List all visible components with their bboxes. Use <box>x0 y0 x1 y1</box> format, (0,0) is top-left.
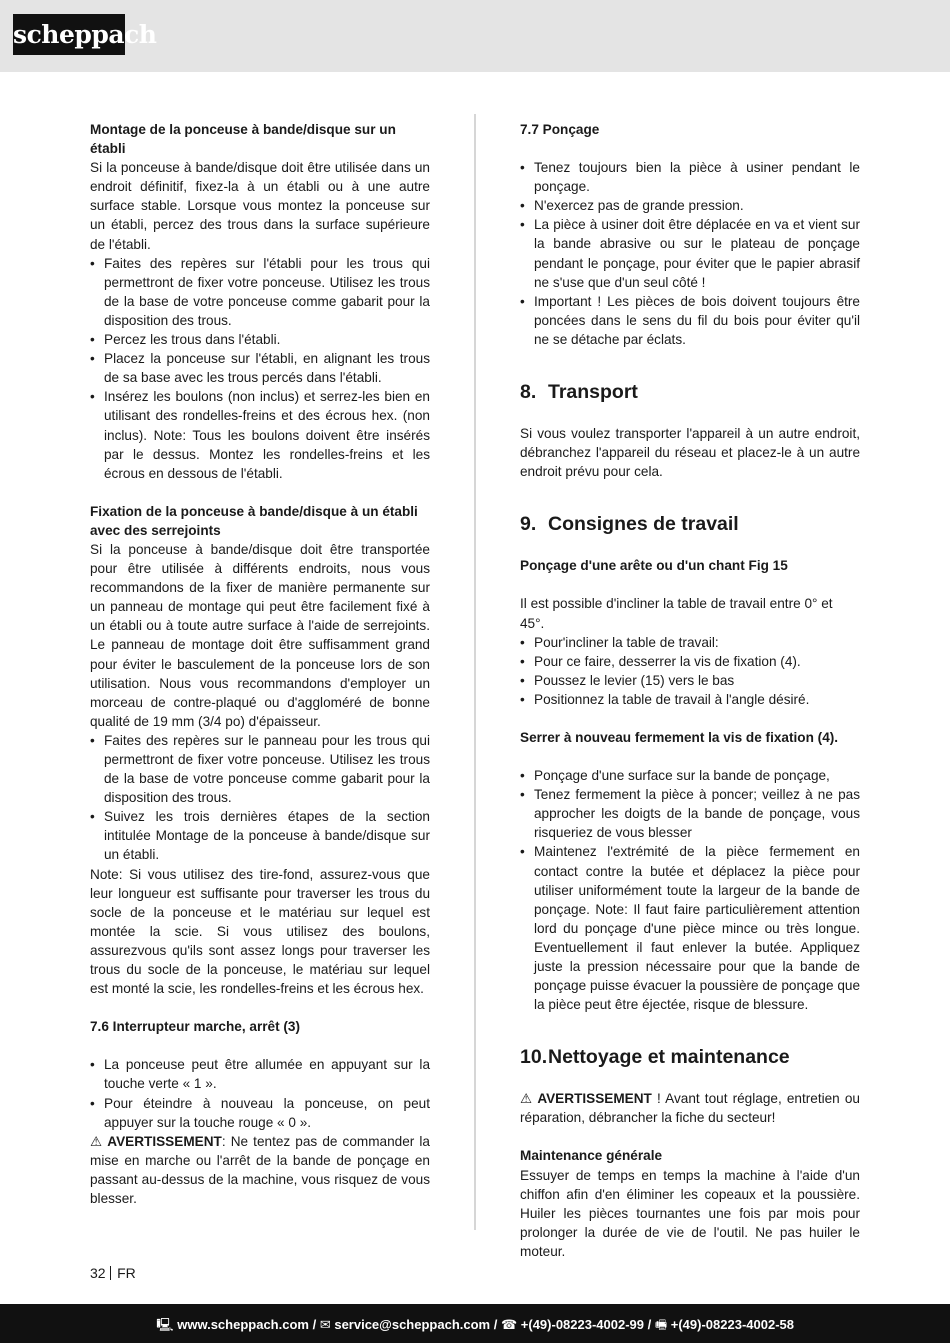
list-item: • Important ! Les pièces de bois doivent toujours être poncées dans le sens du fil du bois pour éviter qu'il ne se détache par éclats. <box>520 292 860 349</box>
list-item: • Maintenez l'extrémité de la pièce fermement en contact contre la butée et déplacez la pièce pour utiliser uniformément toute la largeur de la bande de ponçage. Note: Il faut faire particulièrement attention lord du ponçage d'une pièce mince ou très longue. Eventuellement il faut enlever la butée. Appliquez juste la pression nécessaire pour que la bande de ponçage puisse évacuer la poussière de ponçage que la pièce peut être éjectée, risque de blessure. <box>520 842 860 1014</box>
list-item: • Suivez les trois dernières étapes de la section intitulée Montage de la ponceuse à bande/disque sur un établi. <box>90 807 430 864</box>
warning-label: AVERTISSEMENT <box>537 1091 652 1107</box>
page-footer <box>0 1304 950 1343</box>
heading-cleaning-maintenance <box>520 1044 860 1070</box>
heading-text: Consignes de travail <box>548 513 739 536</box>
heading-number: 9. <box>520 513 537 536</box>
right-column <box>520 120 860 1261</box>
list-item: • Ponçage d'une surface sur la bande de ponçage, <box>520 766 860 785</box>
list-item: • La ponceuse peut être allumée en appuyant sur la touche verte « 1 ». <box>90 1055 430 1093</box>
bullet-list <box>520 633 860 709</box>
section-title-clamp-mount: Fixation de la ponceuse à bande/disque à un établi avec des serrejoints <box>90 503 418 538</box>
list-item: • Positionnez la table de travail à l'angle désiré. <box>520 690 860 709</box>
email-icon: ✉ <box>319 1317 331 1332</box>
paragraph: Essuyer de temps en temps la machine à l'aide d'un chiffon afin d'en éliminer les copeaux et la poussière. Huiler les pièces tournantes une fois par mois pour prolonger la durée de vie de l'outil. Ne pas huiler le moteur. <box>520 1167 860 1259</box>
page-header <box>0 0 950 72</box>
page-number-value: 32 <box>90 1265 106 1281</box>
phone-icon: ☎ <box>500 1317 518 1332</box>
list-item: • Poussez le levier (15) vers le bas <box>520 671 860 690</box>
list-item: • Placez la ponceuse sur l'établi, en alignant les trous de sa base avec les trous percés dans l'établi. <box>90 349 430 387</box>
footer-website[interactable]: www.scheppach.com / <box>177 1317 317 1332</box>
footer-email[interactable]: service@scheppach.com / <box>334 1317 498 1332</box>
column-divider <box>474 114 476 1230</box>
paragraph: Si vous voulez transporter l'appareil à un autre endroit, débranchez l'appareil du réseau et placez-le à un autre endroit prévu pour cela. <box>520 426 860 480</box>
bullet-list <box>520 766 860 1014</box>
paragraph: Si la ponceuse à bande/disque doit être utilisée dans un endroit définitif, fixez-la à un établi ou à une autre surface stable. Lorsque vous montez la ponceuse sur un établi, percez des trous dans la surface supérieure de l'établi. <box>90 160 430 252</box>
heading-work-instructions <box>520 511 860 537</box>
warning-triangle-icon: ⚠ <box>520 1091 533 1107</box>
scheppach-logo: scheppach <box>13 14 125 55</box>
computer-icon: 🖳 <box>156 1317 174 1332</box>
list-item: • Percez les trous dans l'établi. <box>90 330 430 349</box>
paragraph: Il est possible d'incliner la table de travail entre 0° et 45°. <box>520 596 833 631</box>
page-language: FR <box>117 1265 136 1281</box>
section-title-on-off-switch: 7.6 Interrupteur marche, arrêt (3) <box>90 1019 301 1035</box>
list-item: • La pièce à usiner doit être déplacée en va et vient sur la bande abrasive ou sur le plateau de ponçage pendant le ponçage, pour éviter que le papier abrasif ne s'use que d'un seul côté ! <box>520 215 860 291</box>
list-item: • Pour éteindre à nouveau la ponceuse, on peut appuyer sur la touche rouge « 0 ». <box>90 1094 430 1132</box>
list-item: • Tenez toujours bien la pièce à usiner pendant le ponçage. <box>520 158 860 196</box>
list-item: • N'exercez pas de grande pression. <box>520 196 860 215</box>
subheading: Serrer à nouveau fermement la vis de fixation (4). <box>520 729 839 745</box>
heading-number: 8. <box>520 381 537 404</box>
left-column <box>90 120 430 1208</box>
list-item: • Faites des repères sur l'établi pour les trous qui permettront de fixer votre ponceuse. Utilisez les trous de la base de votre ponceuse comme gabarit pour la disposition des trous. <box>90 254 430 330</box>
fax-icon: 🖷 <box>654 1317 668 1332</box>
section-title-workbench-mount: Montage de la ponceuse à bande/disque sur un établi <box>90 122 396 157</box>
list-item: • Faites des repères sur le panneau pour les trous qui permettront de fixer votre ponceuse. Utilisez les trous de la base de votre ponceuse comme gabarit pour la disposition des trous. <box>90 731 430 807</box>
subheading: Ponçage d'une arête ou d'un chant Fig 15 <box>520 558 788 574</box>
subheading: Maintenance générale <box>520 1148 663 1164</box>
heading-transport <box>520 379 860 405</box>
paragraph: Si la ponceuse à bande/disque doit être transportée pour être utilisée à différents endroits, nous vous recommandons de la fixer de manière permanente sur un panneau de montage qui peut être facilement fixé à un établi ou à toute autre surface à l'aide de serrejoints. Le panneau de montage doit être suffisamment grand pour éviter le basculement de la ponceuse lors de son utilisation. Nous vous recommandons d'employer un morceau de contre-plaqué ou d'aggloméré de bonne qualité de 19 mm (3/4 po) d'épaisseur. <box>90 541 430 729</box>
page-number <box>90 1265 136 1281</box>
list-item: • Pour ce faire, desserrer la vis de fixation (4). <box>520 652 860 671</box>
footer-phone[interactable]: +(49)-08223-4002-99 / <box>520 1317 652 1332</box>
bullet-list <box>90 1055 430 1131</box>
heading-text: Nettoyage et maintenance <box>548 1046 790 1069</box>
list-item: • Pour'incliner la table de travail: <box>520 633 860 652</box>
heading-number: 10. <box>520 1046 548 1069</box>
warning-text: : Ne tentez pas de commander la mise en marche ou l'arrêt de la bande de ponçage en passant au-dessus de la machine, vous risquez de vous blesser. <box>90 1133 430 1206</box>
list-item: • Tenez fermement la pièce à poncer; veillez à ne pas approcher les doigts de la bande de ponçage, vous risqueriez de vous blesser <box>520 785 860 842</box>
warning-label: AVERTISSEMENT <box>107 1133 222 1149</box>
warning-text: ! Avant tout réglage, entretien ou réparation, débrancher la fiche du secteur! <box>520 1091 860 1126</box>
list-item: • Insérez les boulons (non inclus) et serrez-les bien en utilisant des rondelles-freins et des écrous hex. (non inclus). Note: Tous les boulons doivent être insérés par le dessus. Montez les rondelles-freins et les écrous en dessous de l'établi. <box>90 387 430 482</box>
bullet-list <box>90 731 430 865</box>
note-paragraph: Note: Si vous utilisez des tire-fond, assurez-vous que leur longueur est suffisante pour traverser les trous du socle de la ponceuse et le matériau sur lequel est montée la scie. Si vous utilisez des boulons, assurezvous qu'ils sont assez longs pour traverser les trous du socle de la ponceuse, le matériau sur lequel est monté la scie, les rondelles-freins et les écrous hex. <box>90 866 430 997</box>
heading-text: Transport <box>548 381 638 404</box>
warning-triangle-icon: ⚠ <box>90 1133 103 1149</box>
bullet-list <box>520 158 860 349</box>
footer-fax[interactable]: +(49)-08223-4002-58 <box>670 1317 794 1332</box>
section-title-sanding: 7.7 Ponçage <box>520 122 600 137</box>
warning-paragraph <box>520 1089 860 1127</box>
warning-paragraph <box>90 1132 430 1208</box>
bullet-list <box>90 254 430 483</box>
